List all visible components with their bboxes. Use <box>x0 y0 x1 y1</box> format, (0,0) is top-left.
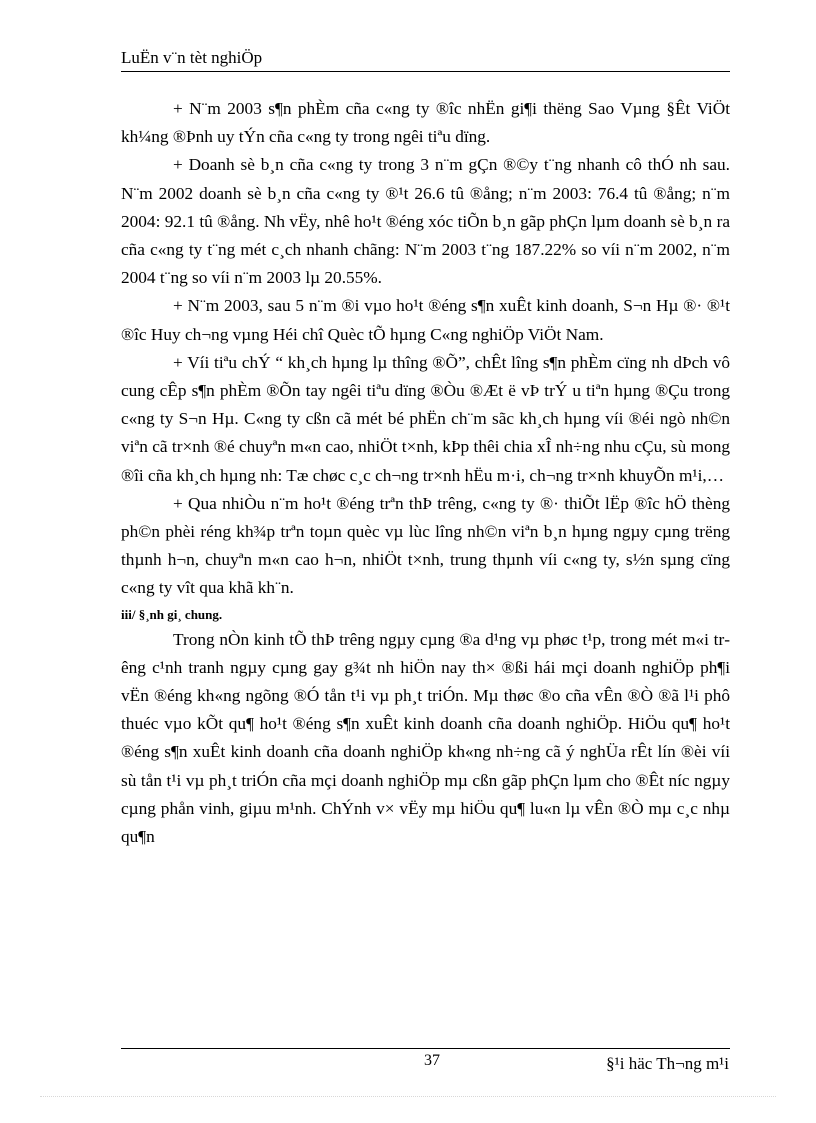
header-divider <box>121 71 730 72</box>
paragraph-medal: + N¨m 2003, sau 5 n¨m ®i vµo ho¹t ®éng s¶n xuÊt kinh doanh, S¬n Hµ ®· ®¹t ®îc Huy ch¬ng vµng Héi chî Quèc tÕ hµng C«ng nghiÖp ViÖt Nam. <box>121 296 730 344</box>
paragraph-revenue: + Doanh sè b¸n cña c«ng ty trong 3 n¨m gÇn ®©y t¨ng nhanh cô thÓ nh sau. N¨m 2002 doanh sè b¸n cña c«ng ty ®¹t 26.6 tû ®ång; n¨m 2003: 76.4 tû ®ång; n¨m 2004: 92.1 tû ®ång. Nh vËy, nhê ho¹t ®éng xóc tiÕn b¸n gãp phÇn lµm doanh sè b¸n ra cña c«ng ty t¨ng mét c¸ch nhanh chãng: N¨m 2003 t¨ng 187.22% so víi n¨m 2002, n¨m 2004 t¨ng so víi n¨m 2003 lµ 20.55%. <box>121 155 730 288</box>
footer-divider <box>121 1048 730 1049</box>
footer-school-name: §¹i häc Th¬ng m¹i <box>606 1054 729 1073</box>
section-heading: iii/ §¸nh gi¸ chung. <box>121 606 223 622</box>
page-header-title: LuËn v¨n tèt nghiÖp <box>121 48 263 67</box>
paragraph-award: + N¨m 2003 s¶n phÈm cña c«ng ty ®îc nhËn gi¶i thëng Sao Vµng §Êt ViÖt kh¼ng ®Þnh uy tÝn cña c«ng ty trong ngêi tiªu dïng. <box>121 99 730 147</box>
paragraph-customer-service: + Víi tiªu chÝ “ kh¸ch hµng lµ thîng ®Õ”, chÊt lîng s¶n phÈm cïng nh dÞch vô cung cÊp s¶n phÈm ®Õn tay ngêi tiªu dïng ®Òu ®Æt ë vÞ trÝ u tiªn hµng ®Çu trong c«ng ty S¬n Hµ. C«ng ty cßn cã mét bé phËn ch¨m sãc kh¸ch hµng víi ®éi ngò nh©n viªn cã tr×nh ®é chuyªn m«n cao, nhiÖt t×nh, kÞp thêi chia xÎ nh÷ng nhu cÇu, sù mong ®îi cña kh¸ch hµng nh: Tæ chøc c¸c ch¬ng tr×nh hËu m·i, ch¬ng tr×nh khuyÕn m¹i,… <box>121 352 730 485</box>
paragraph-general-assessment: Trong nÒn kinh tÕ thÞ trêng ngµy cµng ®a d¹ng vµ phøc t¹p, trong mét m«i trêng c¹nh tranh ngµy cµng gay g¾t nh hiÖn nay th× ®ßi hái mçi doanh nghiÖp ph¶i vËn ®éng kh«ng ngõng ®Ó tån t¹i vµ ph¸t triÓn. Mµ thøc ®o cña vÊn ®Ò ®ã l¹i phô thuéc vµo kÕt qu¶ ho¹t ®éng s¶n xuÊt kinh doanh cña doanh nghiÖp. HiÖu qu¶ ho¹t ®éng s¶n xuÊt kinh doanh cña doanh nghiÖp kh«ng nh÷ng cã ý nghÜa rÊt lín ®èi víi sù tån t¹i vµ ph¸t triÓn cña mçi doanh nghiÖp mµ cßn gãp phÇn lµm cho ®Êt níc ngµy cµng phån vinh, giµu m¹nh. ChÝnh v× vËy mµ hiÖu qu¶ lu«n lµ vÊn ®Ò mµ c¸c nhµ qu¶n <box>121 629 730 847</box>
paragraph-distribution: + Qua nhiÒu n¨m ho¹t ®éng trªn thÞ trêng, c«ng ty ®· thiÕt lËp ®îc hÖ thèng ph©n phèi réng kh¾p trªn toµn quèc vµ lùc lîng nh©n viªn b¸n hµng ngµy cµng trëng thµnh h¬n, chuyªn m«n cao h¬n, nhiÖt t×nh, trung thµnh víi c«ng ty, s½n sµng cïng c«ng ty vît qua khã kh¨n. <box>121 493 730 598</box>
page-number: 37 <box>424 1052 440 1069</box>
page-bottom-border <box>40 1096 776 1097</box>
document-body <box>121 95 730 851</box>
